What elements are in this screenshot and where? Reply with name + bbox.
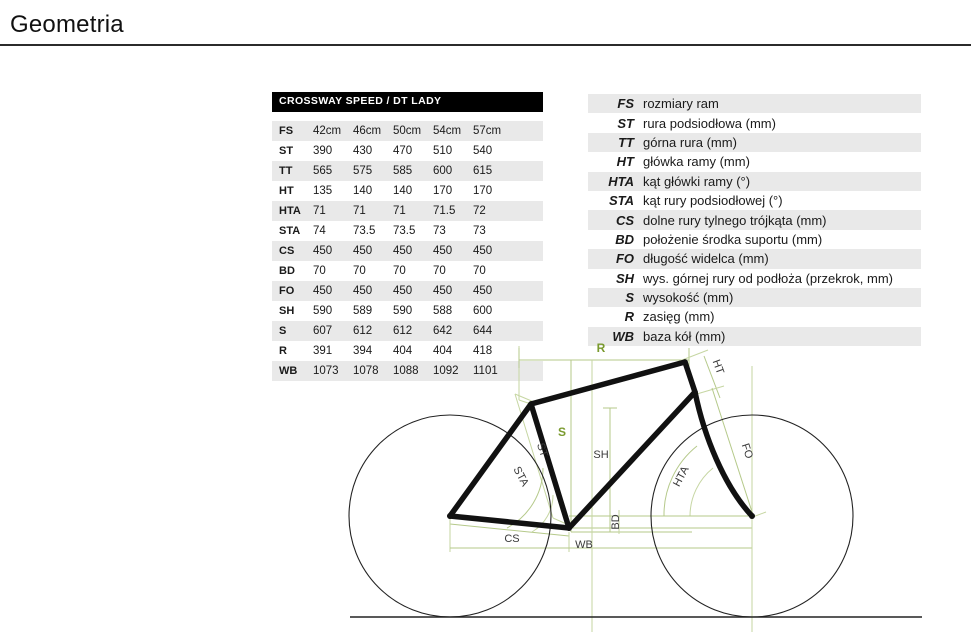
spec-cell: 70: [433, 265, 446, 277]
legend-row-hta: [588, 172, 921, 191]
spec-cell: 73: [433, 225, 446, 237]
spec-cell: 450: [433, 245, 453, 257]
spec-cell: 615: [473, 165, 493, 177]
spec-row-key: WB: [279, 365, 298, 377]
spec-cell: 71: [393, 205, 406, 217]
legend-row-key: WB: [612, 328, 634, 344]
spec-row-key: R: [279, 345, 287, 357]
spec-row-fs: [272, 121, 543, 141]
top-tube: [531, 362, 685, 404]
legend-row-r: [588, 307, 921, 326]
spec-row-key: HT: [279, 185, 294, 197]
legend-row-key: FS: [617, 96, 634, 112]
spec-cell: 140: [393, 185, 413, 197]
spec-cell: 450: [473, 285, 493, 297]
legend-row-description: rozmiary ram: [643, 96, 719, 112]
bicycle-geometry-diagram: [272, 336, 922, 632]
spec-cell: 590: [393, 305, 413, 317]
spec-cell: 170: [473, 185, 493, 197]
spec-cell: 450: [473, 245, 493, 257]
spec-row-key: BD: [279, 265, 295, 277]
spec-cell: 50cm: [393, 125, 422, 137]
down-tube: [569, 392, 695, 528]
spec-cell: 612: [353, 325, 373, 337]
spec-cell: 575: [353, 165, 373, 177]
title-divider: [0, 44, 971, 46]
legend-table: [588, 94, 921, 346]
spec-cell: 430: [353, 145, 373, 157]
legend-row-description: dolne rury tylnego trójkąta (mm): [643, 212, 827, 228]
spec-cell: 600: [433, 165, 453, 177]
spec-cell: 450: [353, 285, 373, 297]
legend-row-key: HTA: [608, 173, 634, 189]
legend-row-sta: [588, 191, 921, 210]
legend-row-description: wysokość (mm): [643, 290, 734, 306]
spec-cell: 57cm: [473, 125, 502, 137]
spec-cell: 612: [393, 325, 413, 337]
legend-row-description: główka ramy (mm): [643, 154, 750, 170]
diagram-label-r: R: [596, 341, 606, 355]
spec-row-key: STA: [279, 225, 301, 237]
diagram-label-st: ST: [533, 441, 550, 459]
spec-cell: 73: [473, 225, 486, 237]
legend-row-ht: [588, 152, 921, 171]
spec-cell: 590: [313, 305, 333, 317]
legend-row-s: [588, 288, 921, 307]
rear-hub: [447, 513, 453, 519]
spec-cell: 70: [353, 265, 366, 277]
spec-cell: 450: [433, 285, 453, 297]
spec-cell: 642: [433, 325, 453, 337]
front-hub: [749, 513, 755, 519]
spec-cell: 450: [313, 245, 333, 257]
spec-cell: 54cm: [433, 125, 462, 137]
spec-row-key: S: [279, 325, 287, 337]
legend-row-cs: [588, 210, 921, 229]
legend-row-description: baza kół (mm): [643, 328, 726, 344]
legend-row-sh: [588, 269, 921, 288]
spec-cell: 74: [313, 225, 326, 237]
spec-row-fo: [272, 281, 543, 301]
spec-cell: 70: [313, 265, 326, 277]
diagram-label-cs: CS: [504, 533, 520, 545]
spec-cell: 1101: [473, 365, 498, 377]
legend-row-fo: [588, 249, 921, 268]
legend-row-description: rura podsiodłowa (mm): [643, 115, 776, 131]
diagram-label-fo: FO: [738, 441, 755, 461]
spec-cell: 540: [473, 145, 493, 157]
spec-row-key: FS: [279, 125, 294, 137]
diagram-label-ht: HT: [709, 358, 726, 376]
legend-row-description: położenie środka suportu (mm): [643, 231, 823, 247]
spec-cell: 71: [313, 205, 326, 217]
spec-cell: 42cm: [313, 125, 342, 137]
diagram-label-sh: SH: [593, 449, 609, 461]
spec-cell: 470: [393, 145, 413, 157]
spec-cell: 70: [393, 265, 406, 277]
spec-row-sh: [272, 301, 543, 321]
legend-row-description: wys. górnej rury od podłoża (przekrok, mm): [643, 270, 893, 286]
spec-cell: 72: [473, 205, 486, 217]
legend-row-key: CS: [615, 212, 634, 228]
spec-table-header: CROSSWAY SPEED / DT LADY: [272, 92, 543, 112]
spec-cell: 73.5: [353, 225, 376, 237]
spec-cell: 585: [393, 165, 413, 177]
spec-cell: 1073: [313, 365, 339, 377]
diagram-label-sta: STA: [510, 464, 531, 489]
spec-cell: 644: [473, 325, 493, 337]
spec-cell: 394: [353, 345, 373, 357]
legend-row-key: BD: [615, 231, 634, 247]
spec-cell: 70: [473, 265, 486, 277]
spec-cell: 450: [393, 245, 413, 257]
spec-row-key: ST: [279, 145, 294, 157]
legend-row-fs: [588, 94, 921, 113]
spec-row-bd: [272, 261, 543, 281]
spec-cell: 71: [353, 205, 366, 217]
spec-row-key: FO: [279, 285, 295, 297]
spec-cell: 565: [313, 165, 333, 177]
diagram-label-bd: BD: [610, 514, 622, 530]
spec-row-hta: [272, 201, 543, 221]
spec-cell: 588: [433, 305, 453, 317]
legend-row-description: długość widelca (mm): [643, 251, 769, 267]
page-title: Geometria: [10, 11, 124, 38]
spec-cell: 600: [473, 305, 493, 317]
legend-row-st: [588, 113, 921, 132]
spec-cell: 589: [353, 305, 373, 317]
legend-row-bd: [588, 230, 921, 249]
spec-cell: 170: [433, 185, 453, 197]
head-tube: [685, 362, 695, 392]
legend-row-description: zasięg (mm): [643, 309, 715, 325]
legend-row-key: SH: [615, 270, 634, 286]
spec-cell: 510: [433, 145, 453, 157]
diagram-label-wb: WB: [575, 539, 593, 551]
spec-row-key: CS: [279, 245, 295, 257]
legend-row-key: S: [625, 290, 634, 306]
legend-row-tt: [588, 133, 921, 152]
diagram-label-hta: HTA: [671, 464, 692, 489]
seat-stay-tube: [450, 404, 531, 516]
spec-cell: 450: [353, 245, 373, 257]
spec-cell: 1078: [353, 365, 379, 377]
legend-row-description: górna rura (mm): [643, 134, 737, 150]
spec-row-sta: [272, 221, 543, 241]
legend-row-key: R: [624, 309, 634, 325]
legend-row-key: STA: [608, 193, 634, 209]
legend-row-key: TT: [618, 134, 634, 150]
spec-cell: 140: [353, 185, 373, 197]
spec-cell: 135: [313, 185, 333, 197]
spec-cell: 418: [473, 345, 493, 357]
legend-row-key: HT: [616, 154, 634, 170]
spec-cell: 71.5: [433, 205, 456, 217]
legend-row-key: ST: [617, 115, 634, 131]
spec-row-ht: [272, 181, 543, 201]
spec-cell: 391: [313, 345, 333, 357]
spec-cell: 607: [313, 325, 333, 337]
spec-cell: 73.5: [393, 225, 416, 237]
legend-row-description: kąt rury podsiodłowej (°): [643, 193, 783, 209]
spec-cell: 404: [393, 345, 413, 357]
spec-cell: 1088: [393, 365, 419, 377]
spec-cell: 450: [393, 285, 413, 297]
spec-row-key: HTA: [279, 205, 301, 217]
spec-cell: 404: [433, 345, 453, 357]
legend-row-description: kąt główki ramy (°): [643, 173, 751, 189]
spec-row-tt: [272, 161, 543, 181]
spec-row-key: SH: [279, 305, 295, 317]
spec-row-key: TT: [279, 165, 293, 177]
spec-cell: 450: [313, 285, 333, 297]
spec-cell: 46cm: [353, 125, 382, 137]
legend-row-key: FO: [615, 251, 634, 267]
spec-cell: 390: [313, 145, 333, 157]
diagram-label-s: S: [557, 425, 567, 439]
spec-row-cs: [272, 241, 543, 261]
bottom-bracket: [566, 525, 572, 531]
spec-cell: 1092: [433, 365, 459, 377]
spec-row-st: [272, 141, 543, 161]
